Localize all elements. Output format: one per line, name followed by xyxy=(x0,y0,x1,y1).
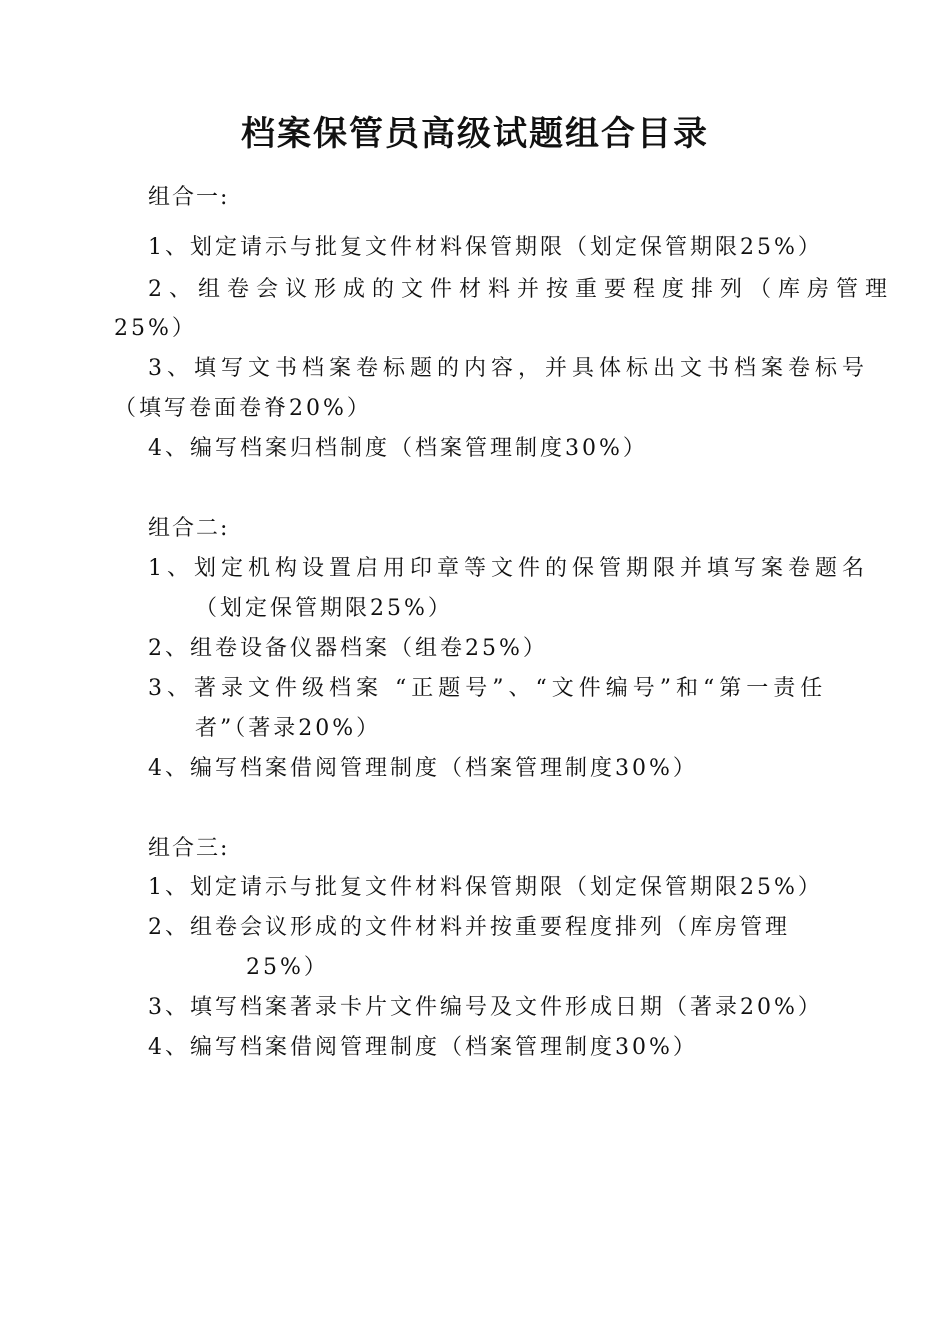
group3-item4: 4、编写档案借阅管理制度（档案管理制度30%） xyxy=(148,1035,698,1060)
group1-item3-line2: （填写卷面卷脊20%） xyxy=(114,396,372,421)
group2-item3-line1: 3、著录文件级档案 “正题号”、“文件编号”和“第一责任 xyxy=(148,676,828,701)
group3-item2-line1: 2、组卷会议形成的文件材料并按重要程度排列（库房管理 xyxy=(148,915,790,940)
group2-heading: 组合二: xyxy=(148,516,230,541)
group1-item2-line1: 2、组卷会议形成的文件材料并按重要程度排列（库房管理 xyxy=(148,277,894,302)
group1-item4: 4、编写档案归档制度（档案管理制度30%） xyxy=(148,436,648,461)
group1-item2-line2: 25%） xyxy=(114,316,197,341)
group1-item3-line1: 3、填写文书档案卷标题的内容，并具体标出文书档案卷标号 xyxy=(148,356,869,381)
group3-heading: 组合三: xyxy=(148,836,230,861)
group3-item3: 3、填写档案著录卡片文件编号及文件形成日期（著录20%） xyxy=(148,995,823,1020)
group3-item1: 1、划定请示与批复文件材料保管期限（划定保管期限25%） xyxy=(148,875,823,900)
group2-item2: 2、组卷设备仪器档案（组卷25%） xyxy=(148,636,548,661)
group3-item2-line2: 25%） xyxy=(246,955,329,980)
group2-item1-line1: 1、划定机构设置启用印章等文件的保管期限并填写案卷题名 xyxy=(148,556,869,581)
group2-item1-line2: （划定保管期限25%） xyxy=(195,596,453,621)
group2-item3-line2: 者”（著录20%） xyxy=(195,716,382,741)
group1-heading: 组合一: xyxy=(148,185,230,210)
group2-item4: 4、编写档案借阅管理制度（档案管理制度30%） xyxy=(148,756,698,781)
group1-item1: 1、划定请示与批复文件材料保管期限（划定保管期限25%） xyxy=(148,235,823,260)
document-title: 档案保管员高级试题组合目录 xyxy=(241,114,709,154)
